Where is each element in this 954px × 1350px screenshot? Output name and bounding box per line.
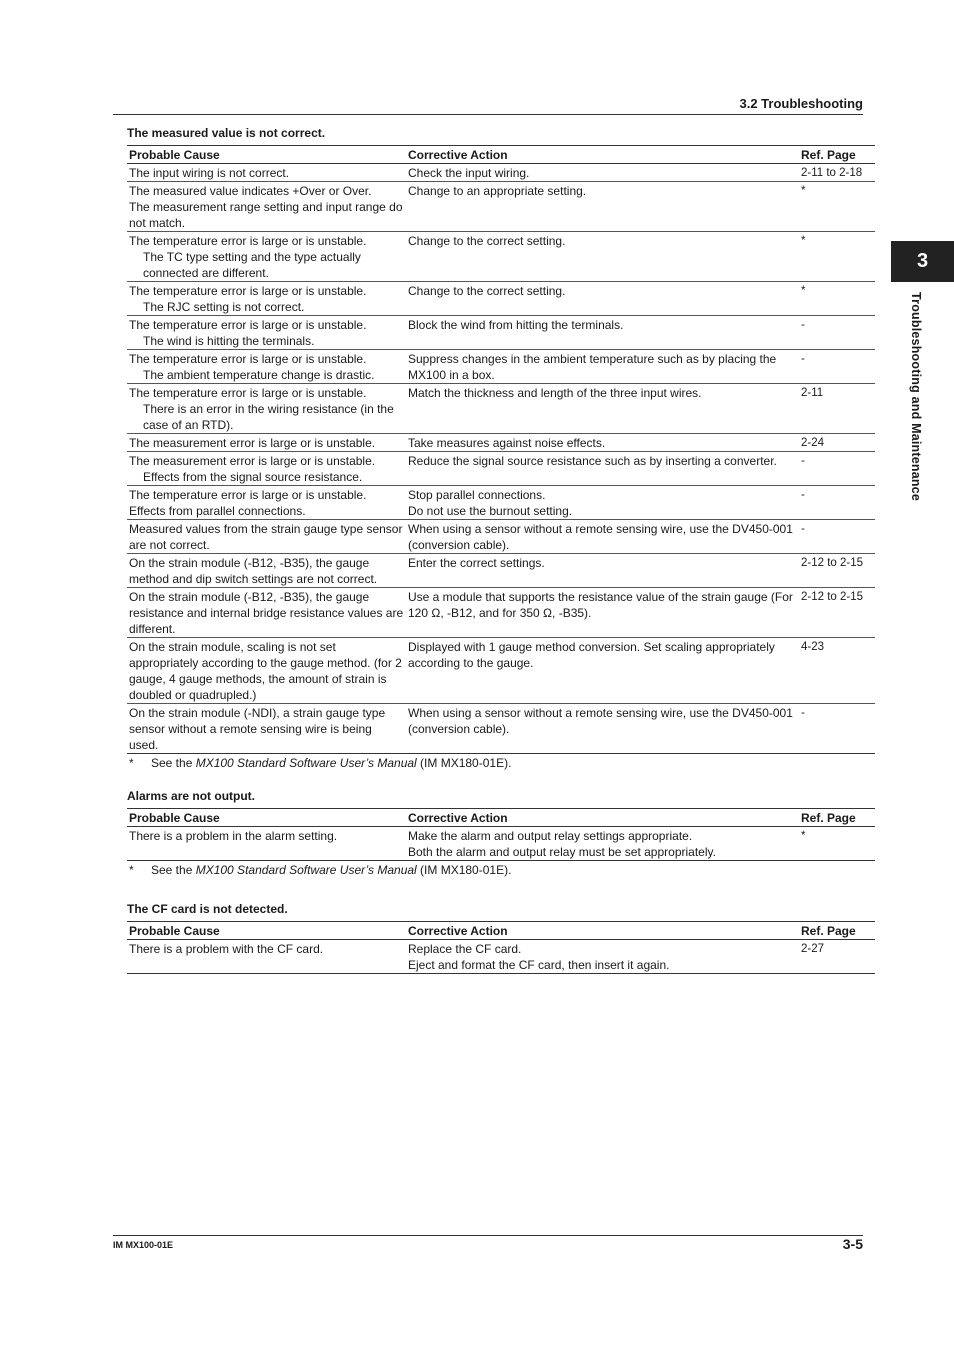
table-row [127,384,875,434]
troubleshooting-table [127,808,875,861]
ref-page-cell: 2-24 [801,437,825,449]
corrective-action-cell [406,554,799,588]
ref-page-cell: - [801,523,805,535]
cause-detail: The TC type setting and the type actually connected are different. [143,250,361,280]
cause-text: Measured values from the strain gauge type sensor are not correct. [129,522,403,552]
table-row [127,164,875,182]
footnote-marker: * [129,863,134,877]
header-rule [113,114,863,115]
probable-cause-cell [127,486,406,520]
cause-text: The temperature error is large or is unstable. [129,284,367,298]
corrective-action-cell [406,232,799,282]
probable-cause-cell [127,827,406,861]
action-text: Suppress changes in the ambient temperature such as by placing the MX100 in a box. [408,352,777,382]
probable-cause-cell [127,316,406,350]
ref-page-cell: 4-23 [801,641,825,653]
footnote-prefix: See the [151,756,196,770]
footnote-manual-title: MX100 Standard Software User’s Manual [195,863,417,877]
footnote-prefix: See the [151,863,196,877]
section-title: The CF card is not detected. [127,902,288,916]
table-row [127,638,875,704]
probable-cause-cell [127,520,406,554]
column-header-ref: Ref. Page [801,148,856,162]
column-header-ref: Ref. Page [801,811,856,825]
probable-cause-cell [127,554,406,588]
cause-text: The temperature error is large or is unstable. [129,234,367,248]
footer-page-number: 3-5 [842,1236,863,1252]
table-row [127,232,875,282]
section-title: Alarms are not output. [127,789,256,803]
action-text: Block the wind from hitting the terminals. [408,318,624,332]
action-text: Enter the correct settings. [408,556,545,570]
cause-detail: Effects from the signal source resistance. [143,470,363,484]
action-text: When using a sensor without a remote sensing wire, use the DV450-001 (conversion cable). [408,706,793,736]
action-text: Check the input wiring. [408,166,530,180]
ref-page-cell: * [801,285,806,297]
ref-page-cell: - [801,319,805,331]
column-header-ref: Ref. Page [801,924,856,938]
ref-page-cell: * [801,235,806,247]
ref-page-cell: - [801,707,805,719]
table-row [127,940,875,974]
probable-cause-cell [127,704,406,754]
cause-text: There is a problem with the CF card. [129,942,324,956]
troubleshooting-table [127,145,875,754]
cause-text: Effects from parallel connections. [129,504,306,518]
action-text: When using a sensor without a remote sensing wire, use the DV450-001 (conversion cable). [408,522,793,552]
probable-cause-cell [127,452,406,486]
table-row [127,588,875,638]
probable-cause-cell [127,350,406,384]
table-row [127,486,875,520]
table-header-row [127,922,875,940]
action-text: Match the thickness and length of the three input wires. [408,386,702,400]
action-text: Displayed with 1 gauge method conversion. Set scaling appropriately according to the gauge. [408,640,775,670]
probable-cause-cell [127,182,406,232]
troubleshooting-section [127,789,863,878]
table-body [127,827,875,861]
cause-text: On the strain module, scaling is not set appropriately according to the gauge method. (for 2 gauge, 4 gauge methods, the amount of strain is doubled or quadrupled.) [129,640,402,702]
troubleshooting-section [127,126,863,771]
column-header-action: Corrective Action [408,811,508,825]
probable-cause-cell [127,232,406,282]
cause-detail: The wind is hitting the terminals. [143,334,315,348]
corrective-action-cell [406,182,799,232]
section-title: The measured value is not correct. [127,126,326,140]
cause-text: On the strain module (-B12, -B35), the gauge method and dip switch settings are not correct. [129,556,378,586]
cause-detail: The ambient temperature change is drastic. [143,368,375,382]
ref-page-cell: 2-12 to 2-15 [801,557,864,569]
corrective-action-cell [406,164,799,182]
table-row [127,434,875,452]
table-row [127,316,875,350]
action-text: Make the alarm and output relay settings appropriate. [408,829,693,843]
action-text: Change to the correct setting. [408,284,566,298]
footnote-manual-title: MX100 Standard Software User’s Manual [195,756,417,770]
cause-text: The temperature error is large or is unstable. [129,352,367,366]
corrective-action-cell [406,434,799,452]
corrective-action-cell [406,940,799,974]
cause-text: The measurement error is large or is unstable. [129,436,376,450]
action-text: Take measures against noise effects. [408,436,606,450]
corrective-action-cell [406,316,799,350]
probable-cause-cell [127,588,406,638]
action-text: Stop parallel connections. [408,488,546,502]
table-row [127,704,875,754]
probable-cause-cell [127,940,406,974]
action-text: Use a module that supports the resistance value of the strain gauge (For 120 Ω, -B12, and for 350 Ω, -B35). [408,590,793,620]
ref-page-cell: * [801,830,806,842]
column-header-action: Corrective Action [408,924,508,938]
corrective-action-cell [406,282,799,316]
corrective-action-cell [406,452,799,486]
action-text: Do not use the burnout setting. [408,504,573,518]
chapter-tab: 3 [891,241,954,282]
table-row [127,520,875,554]
action-text: Change to the correct setting. [408,234,566,248]
column-header-cause: Probable Cause [129,924,220,938]
table-header-row [127,146,875,164]
footnote [127,755,863,771]
table-row [127,182,875,232]
table-header-row [127,809,875,827]
footnote-suffix: (IM MX180-01E). [416,756,512,770]
table-body [127,164,875,754]
corrective-action-cell [406,384,799,434]
probable-cause-cell [127,282,406,316]
table-row [127,554,875,588]
footer-rule [113,1235,863,1236]
ref-page-cell: - [801,455,805,467]
table-row [127,282,875,316]
action-text: Reduce the signal source resistance such as by inserting a converter. [408,454,777,468]
probable-cause-cell [127,384,406,434]
corrective-action-cell [406,638,799,704]
column-header-action: Corrective Action [408,148,508,162]
cause-detail: The RJC setting is not correct. [143,300,305,314]
cause-text: The temperature error is large or is unstable. [129,386,367,400]
cause-text: The temperature error is large or is unstable. [129,488,367,502]
table-header [127,922,875,940]
table-row [127,350,875,384]
footnote-suffix: (IM MX180-01E). [416,863,512,877]
cause-text: There is a problem in the alarm setting. [129,829,338,843]
cause-text: On the strain module (-NDI), a strain gauge type sensor without a remote sensing wire is being used. [129,706,386,752]
probable-cause-cell [127,638,406,704]
ref-page-cell: * [801,185,806,197]
column-header-cause: Probable Cause [129,148,220,162]
action-text: Change to an appropriate setting. [408,184,587,198]
table-row [127,827,875,861]
corrective-action-cell [406,486,799,520]
cause-text: The temperature error is large or is unstable. [129,318,367,332]
ref-page-cell: 2-11 to 2-18 [801,167,863,179]
ref-page-cell: 2-11 [801,387,824,399]
table-row [127,452,875,486]
table-header [127,146,875,164]
probable-cause-cell [127,434,406,452]
corrective-action-cell [406,350,799,384]
cause-text: The input wiring is not correct. [129,166,290,180]
column-header-cause: Probable Cause [129,811,220,825]
ref-page-cell: 2-27 [801,943,825,955]
cause-text: On the strain module (-B12, -B35), the gauge resistance and internal bridge resistance values are different. [129,590,404,636]
section-header-title: 3.2 Troubleshooting [739,96,863,111]
table-header [127,809,875,827]
troubleshooting-table [127,921,875,974]
ref-page-cell: - [801,353,805,365]
action-text: Replace the CF card. [408,942,522,956]
chapter-side-label: Troubleshooting and Maintenance [909,292,923,501]
ref-page-cell: 2-12 to 2-15 [801,591,864,603]
footnote [127,862,863,878]
footer-doc-id: IM MX100-01E [113,1240,174,1250]
cause-text: The measurement error is large or is unstable. [129,454,376,468]
cause-text: The measured value indicates +Over or Over. [129,184,372,198]
corrective-action-cell [406,588,799,638]
cause-text: The measurement range setting and input range do not match. [129,200,403,230]
footnote-marker: * [129,756,134,770]
action-text: Both the alarm and output relay must be set appropriately. [408,845,716,859]
cause-detail: There is an error in the wiring resistance (in the case of an RTD). [143,402,394,432]
troubleshooting-section [127,902,863,974]
corrective-action-cell [406,520,799,554]
probable-cause-cell [127,164,406,182]
action-text: Eject and format the CF card, then insert it again. [408,958,670,972]
ref-page-cell: - [801,489,805,501]
corrective-action-cell [406,704,799,754]
corrective-action-cell [406,827,799,861]
table-body [127,940,875,974]
